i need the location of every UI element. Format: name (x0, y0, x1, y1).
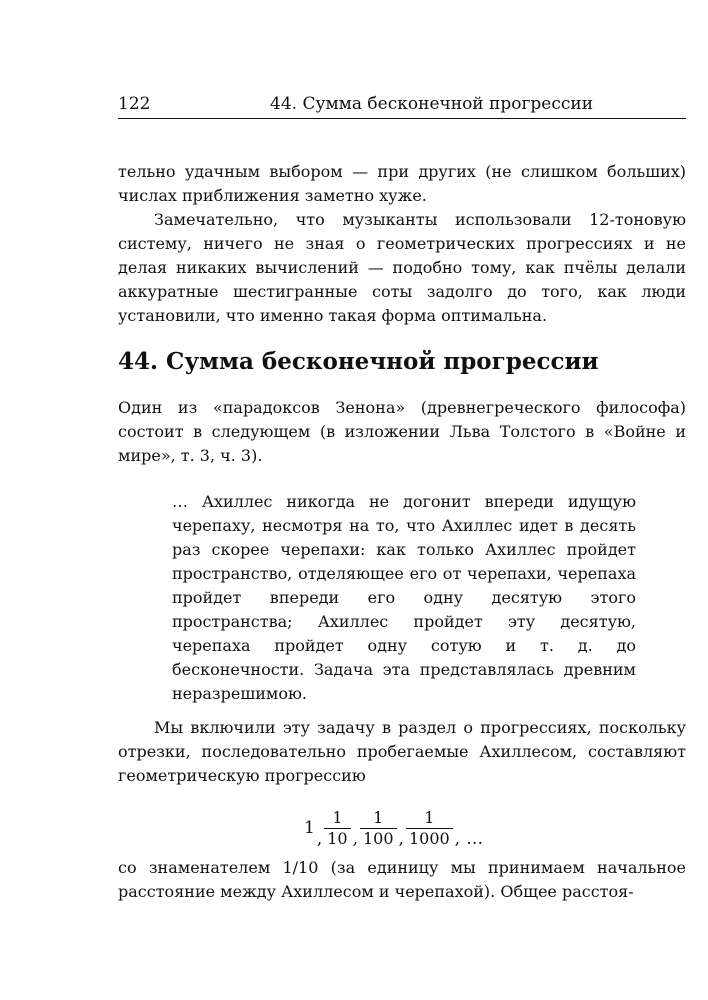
formula-ellipsis: … (466, 829, 484, 849)
paragraph-musicians: Замечательно, что музыканты использовали 12-тоновую систему, ничего не зная о геометрических прогрессиях и не делая никаких вычислений — подобно тому, как пчёлы делали аккуратные шестигранные соты задолго до того, как люди установили, что именно такая форма оптимальна. (118, 210, 686, 325)
formula-first-term: 1 (304, 818, 315, 838)
quote-text: … Ахиллес никогда не догонит впереди идущую черепаху, несмотря на то, что Ахиллес идет в десять раз скорее черепахи: как только Ахиллес пройдет пространство, отделяющее его от черепахи, черепаха пройдет впереди его одну десятую этого пространства; Ахиллес пройдет эту десятую, черепаха пройдет одну сотую и т. д. до бесконечности. Задача эта представлялась древним неразрешимою. (172, 492, 636, 703)
fraction-numerator: 1 (373, 807, 384, 827)
paragraph-closing: со знаменателем 1/10 (за единицу мы принимаем начальное расстояние между Ахиллесом и черепахой). Общее расстоя- (118, 858, 686, 901)
section-title: 44. Сумма бесконечной прогрессии (118, 348, 599, 375)
paragraph-continuation: тельно удачным выбором — при других (не слишком больших) числах приближения заметно хуже. (118, 162, 686, 205)
page-header (118, 94, 686, 118)
fraction-numerator: 1 (332, 807, 343, 827)
formula-comma: , (316, 829, 323, 849)
intro-block (118, 396, 686, 468)
formula-comma: , (398, 829, 404, 849)
formula-fraction (360, 808, 397, 849)
text-block-top (118, 160, 686, 328)
page-number: 122 (118, 94, 151, 114)
formula-comma: , (454, 829, 461, 849)
progression-formula (304, 800, 483, 856)
after-quote-block (118, 716, 686, 788)
closing-block (118, 856, 686, 904)
paragraph-intro: Один из «парадоксов Зенона» (древнегреческого философа) состоит в следующем (в изложении Льва Толстого в «Войне и мире», т. 3, ч. 3). (118, 398, 686, 465)
fraction-denominator: 1000 (406, 828, 453, 849)
formula-comma: , (352, 829, 358, 849)
running-title: 44. Сумма бесконечной прогрессии (270, 94, 594, 114)
paragraph-after-quote: Мы включили эту задачу в раздел о прогрессиях, поскольку отрезки, последовательно пробегаемые Ахиллесом, составляют геометрическую прогрессию (118, 718, 686, 785)
fraction-denominator: 10 (324, 828, 350, 849)
header-rule (118, 118, 686, 119)
formula-fraction (406, 808, 453, 849)
tolstoy-quote (172, 490, 636, 706)
fraction-numerator: 1 (424, 807, 435, 827)
formula-fraction (324, 808, 350, 849)
fraction-denominator: 100 (360, 828, 397, 849)
